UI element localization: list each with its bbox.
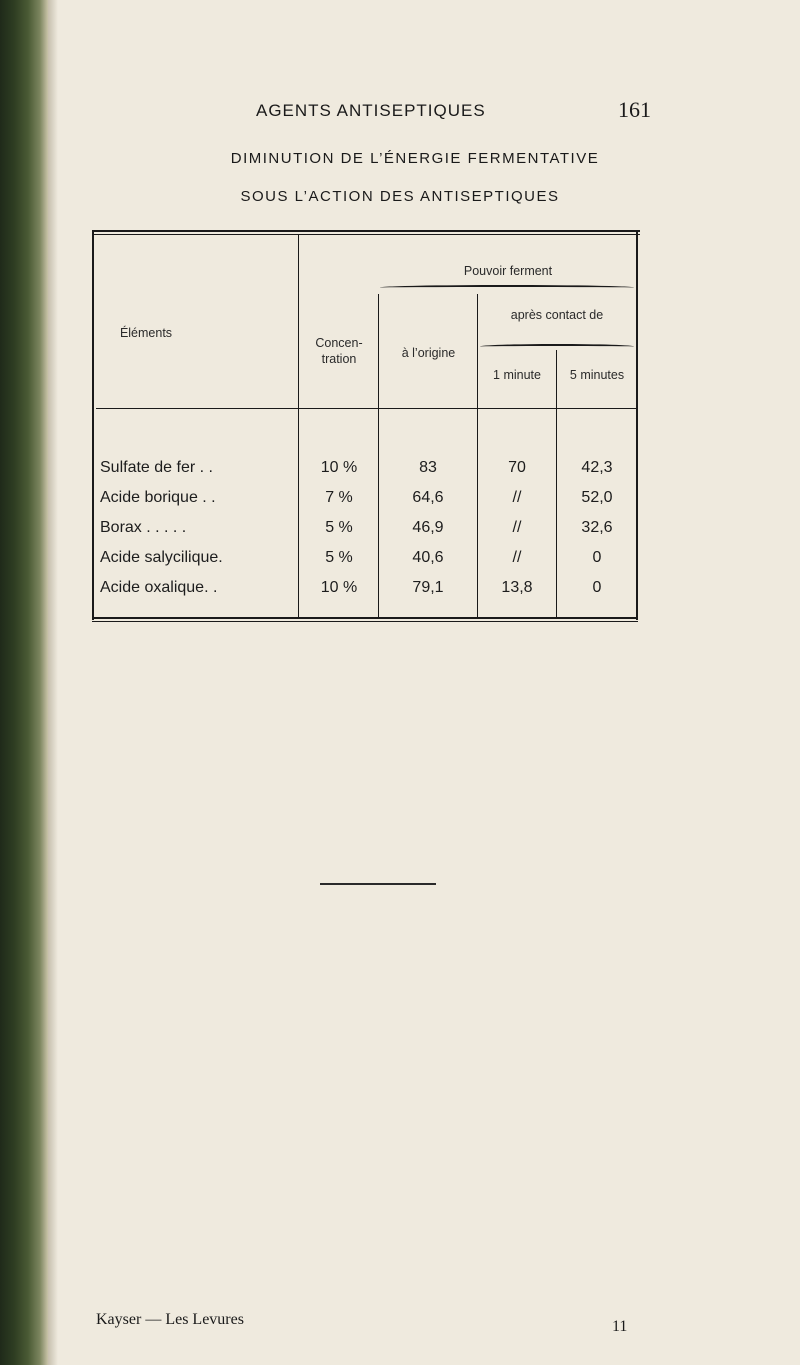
cell-concentration: 7 % bbox=[325, 489, 353, 506]
table-right-border bbox=[636, 230, 638, 620]
col-sep-1 bbox=[298, 234, 299, 618]
cell-element: Acide borique . . bbox=[100, 489, 216, 506]
brace-apres-contact bbox=[480, 344, 634, 349]
brace-pouvoir-ferment bbox=[380, 285, 634, 290]
header-pouvoir-ferment: Pouvoir ferment bbox=[463, 264, 553, 278]
cell-element: Acide salycilique. bbox=[100, 549, 223, 566]
cell-element: Acide oxalique. . bbox=[100, 579, 218, 596]
cell-concentration: 10 % bbox=[320, 579, 358, 596]
running-head bbox=[0, 97, 800, 127]
table-top-border-2 bbox=[92, 234, 640, 235]
cell-origine: 83 bbox=[419, 459, 437, 476]
header-1-minute: 1 minute bbox=[493, 368, 541, 382]
cell-origine: 79,1 bbox=[412, 579, 444, 596]
section-rule bbox=[320, 883, 436, 885]
header-divider bbox=[96, 408, 636, 409]
page-number: 161 bbox=[618, 97, 651, 122]
col-sep-3 bbox=[477, 294, 478, 618]
col-sep-2 bbox=[378, 294, 379, 618]
cell-concentration: 5 % bbox=[325, 519, 353, 536]
cell-origine: 46,9 bbox=[412, 519, 444, 536]
footer-signature-text: Kayser — Les Levures bbox=[96, 1311, 244, 1328]
table-bottom-border-2 bbox=[92, 621, 638, 622]
table-title-line-2: SOUS L’ACTION DES ANTISEPTIQUES bbox=[240, 188, 560, 205]
cell-1-minute: // bbox=[512, 489, 522, 506]
cell-5-minutes: 32,6 bbox=[581, 519, 613, 536]
cell-1-minute: // bbox=[512, 549, 522, 566]
cell-5-minutes: 52,0 bbox=[581, 489, 613, 506]
cell-5-minutes: 0 bbox=[592, 549, 602, 566]
running-title: AGENTS ANTISEPTIQUES bbox=[256, 101, 486, 120]
header-5-minutes: 5 minutes bbox=[569, 368, 625, 382]
cell-5-minutes: 42,3 bbox=[581, 459, 613, 476]
cell-1-minute: 70 bbox=[508, 459, 526, 476]
header-origine: à l’origine bbox=[401, 346, 456, 360]
header-concentration-1: Concen- bbox=[315, 336, 363, 350]
table-bottom-border bbox=[92, 617, 638, 619]
header-apres-contact: après contact de bbox=[510, 308, 604, 322]
table-title-line-1: DIMINUTION DE L’ÉNERGIE FERMENTATIVE bbox=[230, 150, 600, 167]
footer-signature-number: 11 bbox=[612, 1318, 628, 1335]
table-left-border bbox=[92, 230, 94, 620]
cell-concentration: 5 % bbox=[325, 549, 353, 566]
cell-origine: 64,6 bbox=[412, 489, 444, 506]
col-sep-4 bbox=[556, 350, 557, 618]
header-concentration-2: tration bbox=[321, 352, 357, 366]
cell-element: Sulfate de fer . . bbox=[100, 459, 213, 476]
cell-concentration: 10 % bbox=[320, 459, 358, 476]
cell-element: Borax . . . . . bbox=[100, 519, 187, 536]
cell-1-minute: // bbox=[512, 519, 522, 536]
table-top-border bbox=[92, 230, 640, 232]
cell-1-minute: 13,8 bbox=[501, 579, 533, 596]
cell-origine: 40,6 bbox=[412, 549, 444, 566]
header-elements: Éléments bbox=[119, 326, 173, 340]
cell-5-minutes: 0 bbox=[592, 579, 602, 596]
